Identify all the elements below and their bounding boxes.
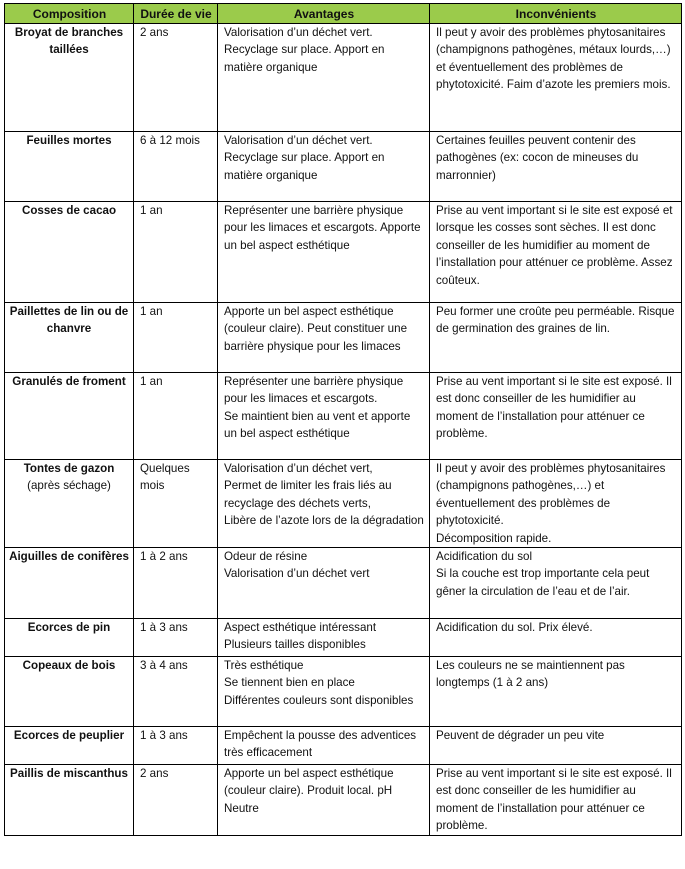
composition-name: Cosses de cacao: [21, 204, 117, 217]
cell-avantages: [218, 24, 430, 132]
cell-inconvenients: [430, 765, 682, 836]
table-row: [5, 548, 682, 619]
avantages-line: Valorisation d’un déchet vert. Recyclage sur place. Apport en matière organique: [224, 134, 385, 182]
composition-name: Tontes de gazon: [23, 462, 115, 475]
cell-composition: [5, 24, 134, 132]
cell-avantages: [218, 657, 430, 727]
mulch-comparison-table: [4, 3, 682, 836]
table-row: [5, 373, 682, 460]
table-row: [5, 132, 682, 202]
avantages-line: Différentes couleurs sont disponibles: [224, 693, 414, 707]
cell-composition: [5, 303, 134, 373]
cell-avantages: [218, 373, 430, 460]
avantages-line: Aspect esthétique intéressant: [224, 621, 377, 635]
avantages-line: Plusieurs tailles disponibles: [224, 638, 366, 652]
composition-name: Ecorces de peuplier: [13, 729, 125, 743]
composition-name: Copeaux de bois: [22, 659, 116, 673]
cell-inconvenients: [430, 657, 682, 727]
composition-note: (après séchage): [27, 479, 111, 493]
cell-inconvenients: [430, 619, 682, 657]
inconvenients-line: Certaines feuilles peuvent contenir des pathogènes (ex: cocon de mineuses du marronnier): [436, 134, 639, 182]
inconvenients-line: Décomposition rapide.: [436, 531, 552, 545]
inconvenients-line: Acidification du sol: [436, 550, 533, 564]
composition-name: Paillettes de lin ou de chanvre: [9, 305, 129, 336]
header-composition: Composition: [5, 4, 134, 24]
cell-inconvenients: [430, 548, 682, 619]
cell-inconvenients: [430, 460, 682, 548]
cell-duree: Quelques mois: [134, 460, 218, 548]
cell-composition: [5, 548, 134, 619]
avantages-line: Représenter une barrière physique pour les limaces et escargots. Apporte un bel aspect esthétique: [224, 204, 421, 252]
avantages-line: Odeur de résine: [224, 550, 308, 564]
table-row: [5, 303, 682, 373]
table-row: [5, 657, 682, 727]
cell-avantages: [218, 765, 430, 836]
header-inconvenients: Inconvénients: [430, 4, 682, 24]
inconvenients-line: Les couleurs ne se maintiennent pas longtemps (1 à 2 ans): [436, 659, 625, 690]
cell-duree: 1 an: [134, 303, 218, 373]
composition-name: Aiguilles de conifères: [9, 550, 129, 564]
cell-duree: 3 à 4 ans: [134, 657, 218, 727]
header-row: [5, 4, 682, 24]
cell-composition: [5, 619, 134, 657]
table-row: [5, 765, 682, 836]
composition-name: Granulés de froment: [12, 375, 126, 388]
cell-composition: [5, 727, 134, 765]
inconvenients-line: Prise au vent important si le site est exposé. Il est donc conseiller de les humidifier au moment de l’installation pour atténuer ce problème.: [436, 767, 672, 833]
cell-composition: [5, 460, 134, 548]
avantages-line: Se maintient bien au vent et apporte un bel aspect esthétique: [224, 409, 411, 441]
avantages-line: Se tiennent bien en place: [224, 676, 355, 690]
inconvenients-line: Il peut y avoir des problèmes phytosanitaires (champignons pathogènes, métaux lourds,…) et éventuellement des problèmes de phytotoxicité. Faim d’azote les premiers mois.: [436, 26, 671, 92]
avantages-line: Permet de limiter les frais liés au recyclage des déchets verts,: [224, 479, 392, 510]
header-avantages: Avantages: [218, 4, 430, 24]
cell-inconvenients: [430, 303, 682, 373]
header-duree-de-vie: Durée de vie: [134, 4, 218, 24]
cell-inconvenients: [430, 727, 682, 765]
cell-composition: [5, 765, 134, 836]
table-row: [5, 460, 682, 548]
cell-duree: 1 an: [134, 373, 218, 460]
cell-avantages: [218, 619, 430, 657]
cell-duree: 1 à 2 ans: [134, 548, 218, 619]
composition-name: Broyat de branches taillées: [14, 26, 124, 57]
avantages-line: Valorisation d’un déchet vert: [224, 567, 370, 581]
cell-inconvenients: [430, 24, 682, 132]
cell-duree: 1 an: [134, 202, 218, 303]
avantages-line: Valorisation d’un déchet vert,: [224, 462, 373, 475]
cell-inconvenients: [430, 373, 682, 460]
inconvenients-line: Acidification du sol. Prix élevé.: [436, 621, 593, 635]
composition-name: Paillis de miscanthus: [10, 767, 128, 781]
table-header: [5, 4, 682, 24]
cell-composition: [5, 373, 134, 460]
inconvenients-line: Il peut y avoir des problèmes phytosanitaires (champignons pathogènes,…) et éventuellement des problèmes de phytotoxicité.: [436, 462, 666, 528]
inconvenients-line: Si la couche est trop importante cela peut gêner la circulation de l’eau et de l’air.: [436, 567, 650, 598]
cell-duree: 1 à 3 ans: [134, 619, 218, 657]
table-row: [5, 727, 682, 765]
avantages-line: Très esthétique: [224, 659, 304, 673]
avantages-line: Empêchent la pousse des adventices très efficacement: [224, 729, 417, 760]
inconvenients-line: Peuvent de dégrader un peu vite: [436, 729, 605, 743]
avantages-line: Libère de l’azote lors de la dégradation: [224, 514, 424, 528]
cell-duree: 6 à 12 mois: [134, 132, 218, 202]
cell-duree: 1 à 3 ans: [134, 727, 218, 765]
inconvenients-line: Prise au vent important si le site est exposé. Il est donc conseiller de les humidifier au moment de l’installation pour atténuer ce problème.: [436, 375, 672, 441]
table-row: [5, 619, 682, 657]
cell-avantages: [218, 132, 430, 202]
cell-avantages: [218, 202, 430, 303]
table-body: [5, 24, 682, 836]
cell-inconvenients: [430, 132, 682, 202]
composition-name: Ecorces de pin: [27, 621, 111, 635]
table-row: [5, 24, 682, 132]
inconvenients-line: Prise au vent important si le site est exposé et lorsque les cosses sont sèches. Il est donc conseiller de les humidifier au moment de l’installation pour atténuer ce problème. Assez coûteux.: [436, 204, 673, 287]
avantages-line: Apporte un bel aspect esthétique (couleur claire). Produit local. pH Neutre: [224, 767, 394, 815]
cell-duree: 2 ans: [134, 24, 218, 132]
cell-avantages: [218, 303, 430, 373]
cell-avantages: [218, 460, 430, 548]
avantages-line: Représenter une barrière physique pour les limaces et escargots.: [224, 375, 404, 406]
composition-name: Feuilles mortes: [26, 134, 112, 147]
cell-composition: [5, 132, 134, 202]
cell-duree: 2 ans: [134, 765, 218, 836]
cell-avantages: [218, 727, 430, 765]
table-row: [5, 202, 682, 303]
cell-avantages: [218, 548, 430, 619]
avantages-line: Valorisation d’un déchet vert. Recyclage sur place. Apport en matière organique: [224, 26, 385, 74]
inconvenients-line: Peu former une croûte peu perméable. Risque de germination des graines de lin.: [436, 305, 675, 336]
cell-composition: [5, 657, 134, 727]
cell-inconvenients: [430, 202, 682, 303]
avantages-line: Apporte un bel aspect esthétique (couleur claire). Peut constituer une barrière physique pour les limaces: [224, 305, 408, 353]
cell-composition: [5, 202, 134, 303]
